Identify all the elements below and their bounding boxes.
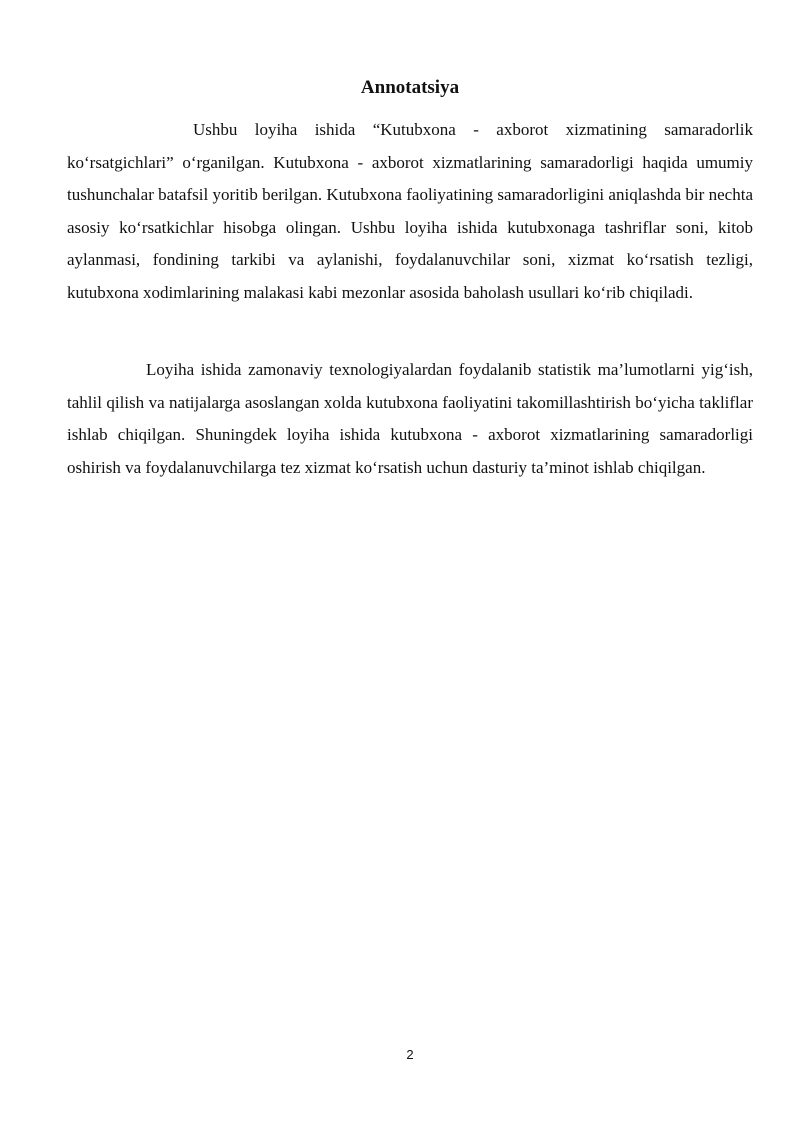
- paragraph-1: Ushbu loyiha ishida “Kutubxona - axborot xizmatining samaradorlik ko‘rsatgichlari” o‘rganilgan. Kutubxona - axborot xizmatlarining samaradorligi haqida umumiy tushunchalar batafsil yoritib berilgan. Kutubxona faoliyatining samaradorligini aniqlashda bir nechta asosiy ko‘rsatkichlar hisobga olingan. Ushbu loyiha ishida kutubxonaga tashriflar soni, kitob aylanmasi, fondining tarkibi va aylanishi, foydalanuvchilar soni, xizmat ko‘rsatish tezligi, kutubxona xodimlarining malakasi kabi mezonlar asosida baholash usullari ko‘rib chiqiladi.: [67, 120, 753, 302]
- page-title: Annotatsiya: [360, 77, 460, 98]
- paragraph-2: Loyiha ishida zamonaviy texnologiyalardan foydalanib statistik ma’lumotlarni yig‘ish, tahlil qilish va natijalarga asoslangan xolda kutubxona faoliyatini takomillashtirish bo‘yicha takliflar ishlab chiqilgan. Shuningdek loyiha ishida kutubxona - axborot xizmatlarining samaradorligi oshirish va foydalanuvchilarga tez xizmat ko‘rsatish uchun dasturiy ta’minot ishlab chiqilgan.: [67, 360, 753, 477]
- page-number: 2: [406, 1047, 414, 1062]
